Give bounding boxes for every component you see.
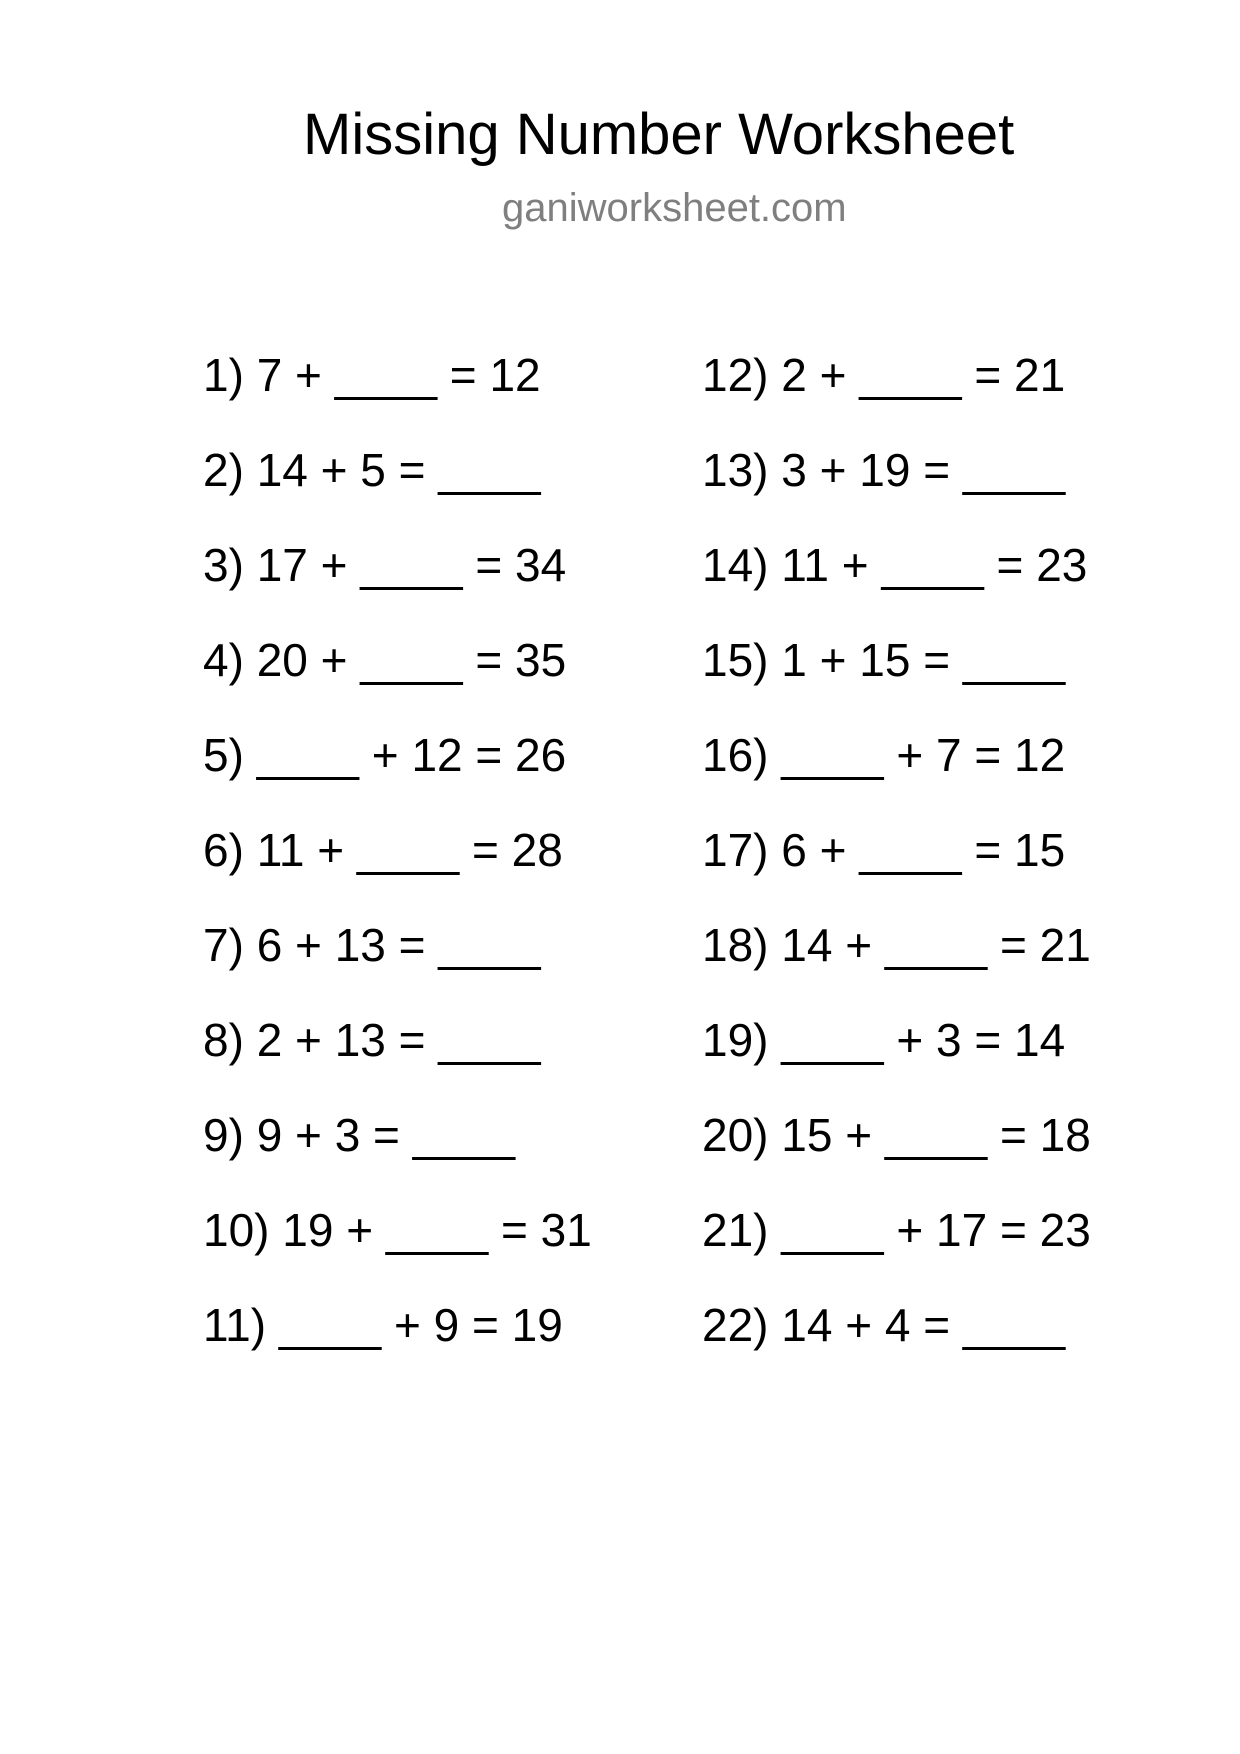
problem-item — [203, 1204, 592, 1302]
problem-equation: 6 + 13 = ____ — [256, 919, 541, 971]
problem-item — [203, 444, 592, 542]
problem-item — [203, 349, 592, 447]
problem-number: 10) — [203, 1204, 270, 1256]
problem-number: 6) — [203, 824, 244, 876]
problem-equation: 2 + ____ = 21 — [781, 349, 1066, 401]
problem-equation: 14 + 5 = ____ — [256, 444, 541, 496]
problem-item — [203, 1109, 592, 1207]
problem-item — [702, 1109, 1091, 1207]
problem-number: 18) — [702, 919, 769, 971]
problem-number: 2) — [203, 444, 244, 496]
problem-equation: 2 + 13 = ____ — [256, 1014, 541, 1066]
problem-equation: 17 + ____ = 34 — [256, 539, 567, 591]
problem-number: 22) — [702, 1299, 769, 1351]
problem-number: 5) — [203, 729, 244, 781]
problem-number: 15) — [702, 634, 769, 686]
problem-number: 21) — [702, 1204, 769, 1256]
problem-equation: 7 + ____ = 12 — [256, 349, 541, 401]
problem-number: 19) — [702, 1014, 769, 1066]
problem-equation: ____ + 7 = 12 — [781, 729, 1066, 781]
problem-equation: 1 + 15 = ____ — [781, 634, 1066, 686]
problem-equation: 20 + ____ = 35 — [256, 634, 567, 686]
problem-number: 7) — [203, 919, 244, 971]
problems-column-right — [702, 349, 1091, 1397]
problem-number: 3) — [203, 539, 244, 591]
problem-item — [203, 824, 592, 922]
problem-equation: 14 + 4 = ____ — [781, 1299, 1066, 1351]
problems-column-left — [203, 349, 592, 1397]
problem-equation: 11 + ____ = 23 — [781, 539, 1088, 591]
problem-equation: ____ + 12 = 26 — [256, 729, 567, 781]
problem-equation: 3 + 19 = ____ — [781, 444, 1066, 496]
problem-item — [203, 919, 592, 1017]
problem-equation: ____ + 3 = 14 — [781, 1014, 1066, 1066]
problem-number: 12) — [702, 349, 769, 401]
problem-item — [702, 349, 1091, 447]
problem-number: 20) — [702, 1109, 769, 1161]
problem-equation: ____ + 17 = 23 — [781, 1204, 1091, 1256]
problem-item — [702, 729, 1091, 827]
problem-item — [702, 1204, 1091, 1302]
problem-equation: 15 + ____ = 18 — [781, 1109, 1091, 1161]
problem-equation: 9 + 3 = ____ — [256, 1109, 516, 1161]
problem-number: 4) — [203, 634, 244, 686]
problem-item — [702, 824, 1091, 922]
problem-item — [702, 634, 1091, 732]
problem-item — [203, 539, 592, 637]
problem-equation: 14 + ____ = 21 — [781, 919, 1091, 971]
problem-item — [203, 729, 592, 827]
problem-equation: 11 + ____ = 28 — [256, 824, 563, 876]
problem-item — [203, 1014, 592, 1112]
problem-item — [702, 444, 1091, 542]
problem-item — [203, 634, 592, 732]
problem-number: 1) — [203, 349, 244, 401]
problem-number: 14) — [702, 539, 769, 591]
problem-equation: ____ + 9 = 19 — [278, 1299, 563, 1351]
worksheet-title: Missing Number Worksheet — [303, 102, 1015, 167]
problem-number: 9) — [203, 1109, 244, 1161]
problem-number: 8) — [203, 1014, 244, 1066]
problem-item — [203, 1299, 592, 1397]
problem-equation: 6 + ____ = 15 — [781, 824, 1066, 876]
problem-number: 11) — [203, 1299, 267, 1351]
problem-number: 13) — [702, 444, 769, 496]
problem-number: 16) — [702, 729, 769, 781]
problem-item — [702, 1014, 1091, 1112]
website-subtitle: ganiworksheet.com — [502, 186, 847, 230]
problem-equation: 19 + ____ = 31 — [282, 1204, 592, 1256]
problem-item — [702, 1299, 1091, 1397]
problem-item — [702, 539, 1091, 637]
problem-item — [702, 919, 1091, 1017]
problem-number: 17) — [702, 824, 769, 876]
